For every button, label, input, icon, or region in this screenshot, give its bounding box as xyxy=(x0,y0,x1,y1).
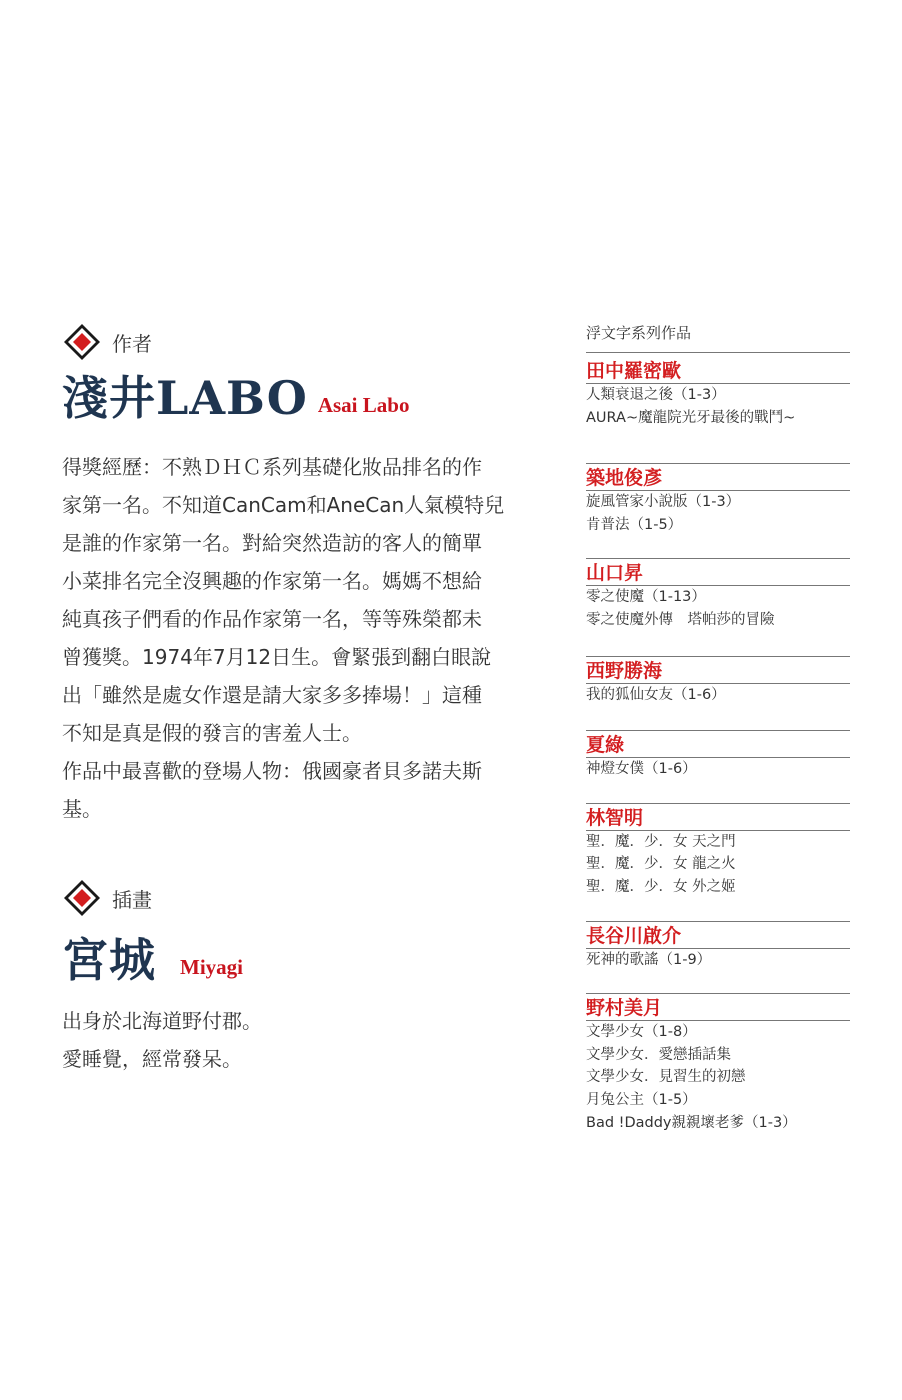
series-author: 夏綠 xyxy=(586,731,850,758)
series-work-title: 人類衰退之後（1-3） xyxy=(586,387,726,403)
series-work-title: Bad !Daddy親親壞老爹（1-3） xyxy=(586,1114,797,1131)
diamond-icon xyxy=(62,878,102,918)
diamond-icon xyxy=(62,322,102,362)
illustrator-name-en: Miyagi xyxy=(180,955,243,979)
bio-line: 作品中最喜歡的登場人物：俄國豪者貝多諾夫斯 xyxy=(62,759,482,783)
series-entry xyxy=(586,921,850,972)
bio-line: 得獎經歷：不熟ＤＨＣ系列基礎化妝品排名的作 xyxy=(62,455,482,479)
series-work-title: AURA~魔龍院光牙最後的戰鬥~ xyxy=(586,409,796,426)
series-title: 浮文字系列作品 xyxy=(586,320,850,353)
series-entry xyxy=(586,463,850,536)
author-header xyxy=(62,322,552,362)
bio-line: 愛睡覺，經常發呆。 xyxy=(62,1047,242,1071)
bio-line: 出身於北海道野付郡。 xyxy=(62,1009,262,1033)
author-name-jp: 淺井LABO xyxy=(62,371,308,425)
bio-line: 家第一名。不知道CanCam和AneCan人氣模特兒 xyxy=(62,493,505,517)
series-work-title: 文學少女．見習生的初戀 xyxy=(586,1069,746,1086)
series-work-title: 聖．魔．少．女 外之姬 xyxy=(586,878,736,895)
bio-line: 曾獲獎。1974年7月12日生。會緊張到翻白眼說 xyxy=(62,645,492,669)
series-work-title: 月兔公主（1-5） xyxy=(586,1091,697,1108)
illustrator-name-row xyxy=(62,932,552,988)
series-author: 山口昇 xyxy=(586,559,850,586)
series-author: 長谷川啟介 xyxy=(586,922,850,949)
author-label: 作者 xyxy=(112,331,152,356)
series-work-title: 文學少女（1-8） xyxy=(586,1024,697,1041)
series-list xyxy=(586,320,850,1134)
bio-line: 不知是真是假的發言的害羞人士。 xyxy=(62,721,362,745)
series-works xyxy=(586,384,850,429)
series-work-title: 神燈女僕（1-6） xyxy=(586,761,697,778)
illustrator-header xyxy=(62,878,552,918)
illustrator-section xyxy=(62,878,552,1078)
series-author: 西野勝海 xyxy=(586,657,850,684)
author-name-en: Asai Labo xyxy=(317,393,410,417)
series-author: 田中羅密歐 xyxy=(586,357,850,384)
series-entry xyxy=(586,730,850,781)
series-work-title: 肯普法（1-5） xyxy=(586,516,683,533)
series-work-title: 聖．魔．少．女 天之門 xyxy=(586,833,736,850)
bio-line: 小菜排名完全沒興趣的作家第一名。媽媽不想給 xyxy=(62,569,482,593)
series-work-title: 旋風管家小說版（1-3） xyxy=(586,494,741,511)
author-section xyxy=(62,322,552,828)
series-work-title: 我的狐仙女友（1-6） xyxy=(586,686,726,703)
series-works xyxy=(586,491,850,536)
series-works xyxy=(586,684,850,707)
bio-line: 純真孩子們看的作品作家第一名，等等殊榮都未 xyxy=(62,607,482,631)
series-entry xyxy=(586,558,850,631)
series-work-title: 聖．魔．少．女 龍之火 xyxy=(586,856,736,873)
series-works xyxy=(586,586,850,631)
series-works xyxy=(586,831,850,899)
series-work-title: 零之使魔（1-13） xyxy=(586,589,706,606)
bio-line: 基。 xyxy=(62,797,102,821)
series-author: 林智明 xyxy=(586,804,850,831)
series-works xyxy=(586,1021,850,1134)
series-work-title: 零之使魔外傳 塔帕莎的冒險 xyxy=(586,611,775,628)
series-entry xyxy=(586,803,850,899)
series-entry xyxy=(586,357,850,429)
series-work-title: 死神的歌謠（1-9） xyxy=(586,951,712,968)
series-works xyxy=(586,758,850,781)
bio-line: 是誰的作家第一名。對給突然造訪的客人的簡單 xyxy=(62,531,482,555)
author-name-row xyxy=(62,370,552,426)
series-entries xyxy=(586,357,850,1134)
series-entry xyxy=(586,656,850,707)
bio-line: 出「雖然是處女作還是請大家多多捧場！」這種 xyxy=(62,683,482,707)
author-bio xyxy=(62,448,552,828)
series-work-title: 文學少女．愛戀插話集 xyxy=(586,1046,731,1063)
illustrator-bio xyxy=(62,1002,552,1078)
series-entry xyxy=(586,993,850,1134)
series-works xyxy=(586,949,850,972)
illustrator-name-jp: 宮城 xyxy=(62,933,156,987)
series-author: 築地俊彥 xyxy=(586,464,850,491)
series-author: 野村美月 xyxy=(586,994,850,1021)
illustrator-label: 插畫 xyxy=(112,887,152,912)
